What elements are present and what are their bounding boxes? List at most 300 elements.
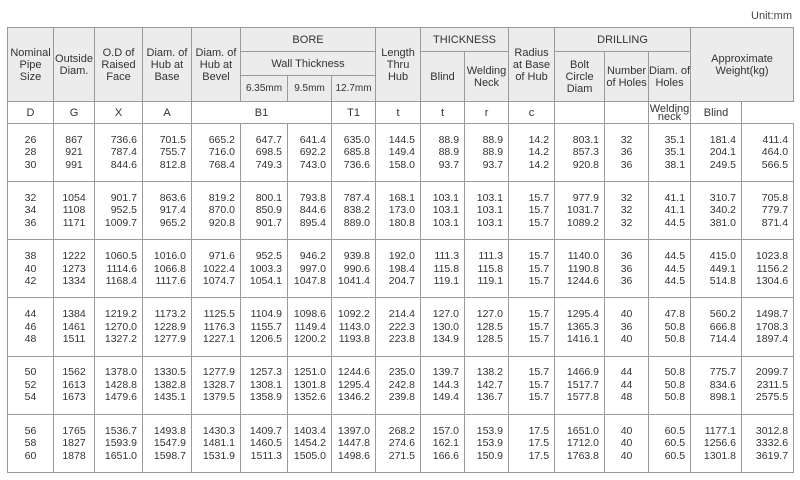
cell-value: 271.5 <box>388 449 416 462</box>
cell-value: 1379.5 <box>202 391 235 404</box>
cell-b2 <box>288 240 332 298</box>
cell-value: 36 <box>620 275 633 288</box>
cell-value: 665.2 <box>208 133 235 146</box>
cell-value: 834.6 <box>709 378 737 391</box>
cell-value: 1481.1 <box>202 437 235 450</box>
cell-value: 157.0 <box>432 424 460 437</box>
cell-value: 1435.1 <box>153 391 186 404</box>
cell-value: 692.2 <box>299 146 326 159</box>
cell-value: 242.8 <box>388 378 416 391</box>
cell-value: 204.7 <box>388 275 416 288</box>
cell-hub-bevel <box>192 298 241 356</box>
cell-value: 1066.8 <box>153 262 186 275</box>
cell-value: 1403.4 <box>293 424 326 437</box>
cell-value: 153.9 <box>476 437 504 450</box>
symbol-c: c <box>509 102 555 124</box>
cell-hole-diam <box>649 124 691 182</box>
cell-value: 38.1 <box>664 158 686 171</box>
header-bore: BORE <box>241 28 376 52</box>
cell-wn <box>465 182 509 240</box>
cell-value: 150.9 <box>476 449 504 462</box>
cell-hole-diam <box>649 298 691 356</box>
cell-hub-base <box>143 124 192 182</box>
cell-value: 26 <box>24 133 37 146</box>
cell-value: 103.1 <box>476 204 504 217</box>
table-row <box>8 240 794 298</box>
cell-od <box>54 240 95 298</box>
cell-value: 103.1 <box>432 216 460 229</box>
cell-value: 895.4 <box>299 216 326 229</box>
cell-value: 1003.3 <box>249 262 282 275</box>
cell-value: 1031.7 <box>566 204 600 217</box>
cell-value: 705.8 <box>761 191 789 204</box>
cell-value: 48 <box>24 333 37 346</box>
cell-hub-base <box>143 240 192 298</box>
cell-length <box>376 240 421 298</box>
cell-value: 119.1 <box>433 275 460 288</box>
cell-value: 1104.9 <box>250 308 282 321</box>
cell-value: 1651.0 <box>104 449 137 462</box>
cell-value: 787.4 <box>343 191 371 204</box>
cell-value: 149.4 <box>388 146 416 159</box>
cell-value: 1460.5 <box>249 437 282 450</box>
cell-value: 1517.7 <box>566 378 600 391</box>
cell-wn <box>465 414 509 472</box>
cell-value: 1206.5 <box>249 333 282 346</box>
cell-value: 88.9 <box>438 146 460 159</box>
cell-value: 1171 <box>62 216 86 229</box>
cell-value: 134.9 <box>432 333 460 346</box>
cell-value: 204.1 <box>709 146 737 159</box>
header-approx-weight: Approximate Weight(kg) <box>691 28 794 102</box>
cell-value: 1897.4 <box>755 333 789 346</box>
cell-b1 <box>241 124 288 182</box>
cell-value: 42 <box>24 275 37 288</box>
cell-value: 1365.3 <box>566 320 600 333</box>
cell-b2 <box>288 124 332 182</box>
cell-value: 1193.8 <box>338 333 371 346</box>
cell-value: 844.6 <box>110 158 137 171</box>
cell-value: 3012.8 <box>755 424 789 437</box>
cell-od <box>54 298 95 356</box>
cell-hub-bevel <box>192 356 241 414</box>
cell-value: 1498.6 <box>337 449 371 462</box>
symbol-a: A <box>143 102 192 124</box>
cell-value: 1177.1 <box>704 424 737 437</box>
header-raised-face: O.D of Raised Face <box>95 28 143 102</box>
cell-value: 139.7 <box>432 366 460 379</box>
cell-value: 1047.8 <box>293 275 326 288</box>
cell-value: 1089.2 <box>566 216 600 229</box>
cell-value: 971.6 <box>208 250 235 263</box>
cell-value: 2311.5 <box>756 378 789 391</box>
cell-bolt <box>555 414 605 472</box>
cell-value: 1022.4 <box>202 262 235 275</box>
cell-value: 32 <box>620 133 633 146</box>
cell-value: 44 <box>24 308 37 321</box>
cell-value: 1493.8 <box>153 424 186 437</box>
cell-bolt <box>555 298 605 356</box>
cell-value: 1244.6 <box>337 366 371 379</box>
cell-value: 1308.1 <box>249 378 282 391</box>
cell-value: 1651.0 <box>566 424 600 437</box>
cell-value: 44 <box>620 378 633 391</box>
cell-value: 15.7 <box>528 308 550 321</box>
symbol-weight-blind: Blind <box>691 102 742 124</box>
cell-value: 50 <box>24 366 37 379</box>
cell-value: 1016.0 <box>153 250 186 263</box>
cell-b3 <box>332 124 376 182</box>
cell-value: 128.5 <box>476 333 504 346</box>
cell-value: 1009.7 <box>104 216 137 229</box>
cell-value: 870.0 <box>208 204 235 217</box>
cell-wn <box>465 124 509 182</box>
unit-label: Unit:mm <box>751 10 792 22</box>
cell-value: 1054 <box>62 191 86 204</box>
cell-value: 15.7 <box>528 391 550 404</box>
cell-value: 180.8 <box>388 216 416 229</box>
symbol-b1: B1 <box>192 102 332 124</box>
cell-hub-bevel <box>192 182 241 240</box>
cell-value: 736.6 <box>343 158 371 171</box>
cell-w-blind <box>742 182 794 240</box>
cell-value: 514.8 <box>709 275 737 288</box>
cell-value: 1511.3 <box>250 449 282 462</box>
cell-value: 1140.0 <box>567 250 600 263</box>
cell-value: 415.0 <box>709 250 737 263</box>
cell-value: 14.2 <box>528 158 550 171</box>
cell-wn <box>465 240 509 298</box>
cell-value: 60.5 <box>664 424 686 437</box>
cell-value: 1330.5 <box>153 366 186 379</box>
cell-value: 701.5 <box>159 133 186 146</box>
cell-value: 192.0 <box>388 250 416 263</box>
header-outside-diam: Outside Diam. <box>54 28 95 102</box>
cell-value: 111.3 <box>434 250 460 263</box>
cell-value: 136.7 <box>476 391 504 404</box>
cell-value: 1673 <box>62 391 86 404</box>
cell-value: 103.1 <box>476 191 504 204</box>
symbol-t-welding-neck: t <box>421 102 465 124</box>
cell-value: 1547.9 <box>153 437 186 450</box>
header-thickness-blind: Blind <box>421 52 465 102</box>
cell-b2 <box>288 414 332 472</box>
cell-value: 40 <box>620 437 633 450</box>
cell-hub-base <box>143 356 192 414</box>
cell-value: 15.7 <box>528 320 550 333</box>
cell-length <box>376 298 421 356</box>
cell-radius <box>509 240 555 298</box>
cell-value: 1251.0 <box>293 366 326 379</box>
cell-value: 1397.0 <box>337 424 371 437</box>
cell-value: 566.5 <box>761 158 789 171</box>
cell-value: 1277.9 <box>202 366 235 379</box>
cell-value: 14.2 <box>528 146 550 159</box>
cell-value: 666.8 <box>709 320 737 333</box>
cell-value: 1273 <box>62 262 86 275</box>
cell-value: 1416.1 <box>566 333 600 346</box>
cell-value: 40 <box>620 333 633 346</box>
cell-value: 464.0 <box>761 146 789 159</box>
cell-value: 871.4 <box>761 216 789 229</box>
cell-value: 103.1 <box>476 216 504 229</box>
cell-value: 198.4 <box>388 262 416 275</box>
cell-value: 1054.1 <box>249 275 282 288</box>
cell-value: 40 <box>620 449 633 462</box>
cell-value: 40 <box>620 308 633 321</box>
cell-value: 168.1 <box>388 191 416 204</box>
cell-hole-diam <box>649 240 691 298</box>
cell-value: 268.2 <box>388 424 416 437</box>
cell-raised <box>95 414 143 472</box>
cell-value: 714.4 <box>709 333 737 346</box>
cell-w-wn <box>691 124 742 182</box>
cell-value: 1143.0 <box>338 320 371 333</box>
cell-value: 88.9 <box>438 133 460 146</box>
cell-value: 1536.7 <box>104 424 137 437</box>
cell-value: 119.1 <box>477 275 504 288</box>
cell-value: 779.7 <box>761 204 789 217</box>
cell-value: 1409.7 <box>249 424 282 437</box>
cell-value: 1168.4 <box>105 275 137 288</box>
cell-blind <box>421 298 465 356</box>
cell-value: 15.7 <box>528 333 550 346</box>
cell-value: 800.1 <box>255 191 282 204</box>
symbol-weight-welding-neck: Welding neck <box>649 102 690 123</box>
cell-nps <box>8 414 54 472</box>
cell-hub-base <box>143 182 192 240</box>
cell-length <box>376 182 421 240</box>
cell-value: 889.0 <box>343 216 371 229</box>
cell-value: 58 <box>24 437 37 450</box>
cell-od <box>54 182 95 240</box>
cell-value: 36 <box>620 158 633 171</box>
cell-value: 1327.2 <box>104 333 137 346</box>
cell-hub-bevel <box>192 124 241 182</box>
cell-raised <box>95 356 143 414</box>
cell-value: 44.5 <box>664 275 686 288</box>
cell-value: 2575.5 <box>755 391 789 404</box>
cell-value: 44.5 <box>664 250 686 263</box>
cell-value: 698.5 <box>255 146 282 159</box>
cell-value: 1060.5 <box>104 250 137 263</box>
cell-value: 1428.8 <box>104 378 137 391</box>
cell-value: 736.6 <box>110 133 137 146</box>
header-wall-thickness: Wall Thickness <box>241 52 376 76</box>
cell-w-blind <box>742 414 794 472</box>
cell-value: 641.4 <box>299 133 326 146</box>
cell-value: 1190.8 <box>567 262 600 275</box>
cell-value: 144.3 <box>432 378 460 391</box>
table-row <box>8 182 794 240</box>
cell-value: 1352.6 <box>293 391 326 404</box>
cell-raised <box>95 124 143 182</box>
cell-value: 803.1 <box>572 133 600 146</box>
cell-bolt <box>555 182 605 240</box>
cell-od <box>54 414 95 472</box>
cell-value: 50.8 <box>664 320 686 333</box>
cell-value: 32 <box>24 191 37 204</box>
cell-value: 1454.2 <box>293 437 326 450</box>
cell-radius <box>509 182 555 240</box>
cell-value: 560.2 <box>709 308 737 321</box>
cell-value: 88.9 <box>482 133 504 146</box>
cell-value: 990.6 <box>343 262 371 275</box>
cell-radius <box>509 414 555 472</box>
cell-bolt <box>555 124 605 182</box>
cell-value: 14.2 <box>528 133 550 146</box>
cell-value: 844.6 <box>299 204 326 217</box>
header-diam-of-holes: Diam. of Holes <box>649 52 691 102</box>
cell-value: 214.4 <box>388 308 416 321</box>
cell-w-blind <box>742 356 794 414</box>
cell-value: 1092.2 <box>337 308 371 321</box>
cell-value: 977.9 <box>572 191 600 204</box>
cell-value: 50.8 <box>664 366 686 379</box>
cell-value: 857.3 <box>572 146 600 159</box>
cell-value: 1304.6 <box>755 275 789 288</box>
cell-b2 <box>288 356 332 414</box>
cell-value: 158.0 <box>388 158 416 171</box>
symbol-r: r <box>465 102 509 124</box>
cell-value: 48 <box>620 391 633 404</box>
cell-value: 381.0 <box>709 216 737 229</box>
cell-value: 939.8 <box>343 250 371 263</box>
cell-value: 54 <box>24 391 37 404</box>
cell-value: 1270.0 <box>104 320 137 333</box>
cell-nps <box>8 356 54 414</box>
cell-hole-diam <box>649 182 691 240</box>
cell-value: 1200.2 <box>293 333 326 346</box>
cell-value: 36 <box>620 146 633 159</box>
cell-value: 15.7 <box>528 250 550 263</box>
cell-value: 991 <box>65 158 83 171</box>
cell-value: 50.8 <box>664 378 686 391</box>
cell-value: 41.1 <box>664 191 686 204</box>
cell-value: 1378.0 <box>104 366 137 379</box>
cell-nps <box>8 240 54 298</box>
cell-raised <box>95 182 143 240</box>
cell-radius <box>509 356 555 414</box>
cell-b3 <box>332 182 376 240</box>
cell-value: 93.7 <box>438 158 460 171</box>
cell-value: 768.4 <box>208 158 235 171</box>
cell-b1 <box>241 414 288 472</box>
table-row <box>8 356 794 414</box>
header-nominal-pipe-size: Nominal Pipe Size <box>8 28 54 102</box>
cell-value: 35.1 <box>664 146 686 159</box>
cell-value: 44.5 <box>664 262 686 275</box>
cell-value: 1074.7 <box>202 275 235 288</box>
cell-value: 901.7 <box>255 216 282 229</box>
cell-value: 1155.7 <box>250 320 282 333</box>
cell-value: 36 <box>24 216 37 229</box>
cell-value: 181.4 <box>709 133 737 146</box>
cell-value: 239.8 <box>388 391 416 404</box>
cell-value: 103.1 <box>432 191 460 204</box>
cell-value: 1447.8 <box>337 437 371 450</box>
cell-w-blind <box>742 124 794 182</box>
cell-value: 35.1 <box>664 133 686 146</box>
cell-value: 1114.6 <box>106 262 137 275</box>
cell-b3 <box>332 298 376 356</box>
cell-value: 1098.6 <box>293 308 326 321</box>
table-row <box>8 298 794 356</box>
cell-length <box>376 414 421 472</box>
cell-b2 <box>288 298 332 356</box>
cell-value: 46 <box>24 320 37 333</box>
cell-value: 1593.9 <box>104 437 137 450</box>
cell-value: 44.5 <box>664 216 686 229</box>
cell-bolt <box>555 356 605 414</box>
cell-value: 138.2 <box>476 366 504 379</box>
table-row <box>8 124 794 182</box>
cell-value: 1382.8 <box>153 378 186 391</box>
cell-value: 775.7 <box>709 366 737 379</box>
cell-value: 1562 <box>62 366 86 379</box>
cell-value: 716.0 <box>208 146 235 159</box>
cell-value: 223.8 <box>388 333 416 346</box>
cell-value: 743.0 <box>299 158 326 171</box>
cell-od <box>54 356 95 414</box>
cell-value: 1479.6 <box>104 391 137 404</box>
cell-holes <box>605 356 649 414</box>
cell-value: 17.5 <box>528 437 550 450</box>
cell-hub-bevel <box>192 240 241 298</box>
cell-nps <box>8 124 54 182</box>
cell-value: 153.9 <box>476 424 504 437</box>
cell-value: 1176.3 <box>203 320 235 333</box>
cell-value: 863.6 <box>159 191 186 204</box>
cell-raised <box>95 240 143 298</box>
cell-value: 32 <box>620 191 633 204</box>
cell-b1 <box>241 298 288 356</box>
cell-value: 647.7 <box>255 133 282 146</box>
cell-value: 142.7 <box>476 378 504 391</box>
cell-value: 1498.7 <box>755 308 789 321</box>
cell-value: 127.0 <box>476 308 504 321</box>
header-thickness: THICKNESS <box>421 28 509 52</box>
cell-value: 222.3 <box>388 320 416 333</box>
cell-value: 15.7 <box>528 262 550 275</box>
cell-value: 15.7 <box>528 378 550 391</box>
cell-value: 44 <box>620 366 633 379</box>
cell-value: 1466.9 <box>566 366 600 379</box>
symbol-d: D <box>8 102 54 124</box>
cell-nps <box>8 182 54 240</box>
cell-value: 103.1 <box>432 204 460 217</box>
cell-value: 60.5 <box>664 449 686 462</box>
cell-value: 838.2 <box>343 204 371 217</box>
cell-value: 965.2 <box>159 216 186 229</box>
header-wall-9-5: 9.5mm <box>288 76 332 102</box>
cell-value: 812.8 <box>159 158 186 171</box>
cell-value: 32 <box>620 204 633 217</box>
flange-dimension-table <box>7 27 794 473</box>
cell-w-blind <box>742 298 794 356</box>
cell-value: 1763.8 <box>566 449 600 462</box>
cell-value: 1023.8 <box>755 250 789 263</box>
cell-b3 <box>332 356 376 414</box>
cell-value: 1257.3 <box>249 366 282 379</box>
cell-value: 946.2 <box>299 250 326 263</box>
cell-b3 <box>332 240 376 298</box>
cell-value: 755.7 <box>159 146 186 159</box>
cell-value: 1765 <box>62 424 86 437</box>
cell-w-wn <box>691 356 742 414</box>
cell-value: 920.8 <box>572 158 600 171</box>
cell-value: 1149.4 <box>294 320 326 333</box>
